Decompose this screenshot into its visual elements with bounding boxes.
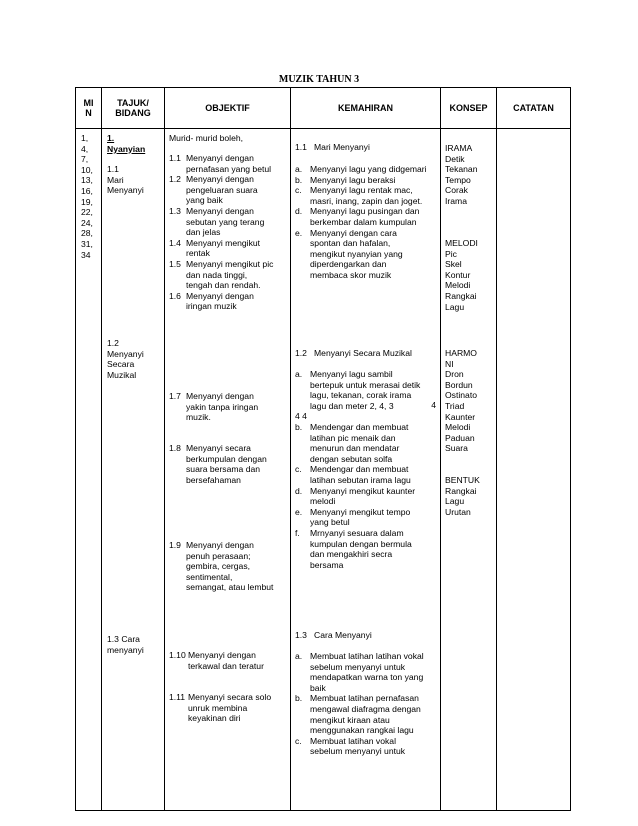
item-line: muzik. bbox=[186, 412, 211, 423]
objektif-item bbox=[169, 259, 288, 291]
item-number: d. bbox=[295, 206, 303, 217]
minggu-number: 22, bbox=[81, 207, 93, 218]
item-number: b. bbox=[295, 174, 303, 185]
item-line: Menyanyi mengikut bbox=[186, 237, 261, 248]
objektif-1-8 bbox=[166, 443, 290, 485]
objektif-1-11 bbox=[166, 692, 290, 724]
objektif-item bbox=[169, 443, 288, 485]
item-line: dan jelas bbox=[186, 227, 221, 238]
konsep-line: NI bbox=[445, 358, 454, 369]
page-title: MUZIK TAHUN 3 bbox=[278, 74, 360, 85]
konsep-line: Urutan bbox=[445, 506, 471, 517]
item-line: rentak bbox=[186, 248, 210, 259]
item-line: Menyanyi secara bbox=[186, 443, 251, 453]
objektif-intro: Murid- murid boleh, bbox=[169, 133, 244, 143]
item-line: Membuat latihan latihan vokal bbox=[310, 651, 424, 661]
item-line: gembira, cergas, bbox=[186, 561, 251, 572]
item-line: Membuat latihan vokal bbox=[310, 735, 396, 746]
item-line: Menyanyi secara solo bbox=[188, 692, 272, 702]
item-line: bersefahaman bbox=[186, 474, 241, 485]
minggu-number: 24, bbox=[81, 217, 93, 228]
konsep-line: Pic bbox=[445, 248, 457, 259]
item-number: c. bbox=[295, 735, 302, 746]
kemahiran-item bbox=[295, 486, 438, 507]
konsep-line: Lagu bbox=[445, 301, 465, 312]
syllabus-table bbox=[75, 87, 571, 811]
konsep-line: Melodi bbox=[445, 422, 471, 433]
minggu-number: 4, bbox=[81, 143, 89, 154]
minggu-number: 13, bbox=[81, 175, 93, 186]
item-line: Menyanyi dengan bbox=[186, 391, 254, 401]
item-line: sebelum menyanyi untuk bbox=[310, 746, 406, 757]
item-line: semangat, atau lembut bbox=[186, 582, 274, 593]
minggu-number: 10, bbox=[81, 164, 93, 175]
kemahiran-item bbox=[295, 693, 438, 735]
kemahiran-heading-1-3: 1.3 Cara Menyanyi bbox=[295, 630, 372, 640]
header-kemahiran: KEMAHIRAN bbox=[291, 88, 441, 129]
konsep-harmoni bbox=[442, 348, 479, 454]
kemahiran-item bbox=[295, 175, 438, 186]
item-number: 1.10 bbox=[169, 650, 186, 660]
konsep-line: Dron bbox=[445, 369, 464, 380]
item-line: Menyanyi lagu rentak mac, bbox=[310, 185, 413, 196]
item-line: keyakinan diri bbox=[188, 713, 241, 724]
item-line: pengeluaran suara bbox=[186, 184, 258, 195]
catatan-cell bbox=[497, 129, 571, 811]
item-number: e. bbox=[295, 227, 303, 238]
kemahiran-heading-1-2: 1.2 Menyanyi Secara Muzikal bbox=[295, 348, 412, 358]
kemahiran-list-1-1 bbox=[292, 164, 440, 281]
tajuk-sub3: 1.3 Cara menyanyi bbox=[107, 634, 144, 655]
kemahiran-heading-1-1: 1.1 Mari Menyanyi bbox=[295, 142, 370, 152]
header-tajuk: TAJUK/ BIDANG bbox=[102, 88, 165, 129]
konsep-line: Rangkai bbox=[445, 485, 477, 496]
konsep-line: Irama bbox=[445, 195, 467, 206]
item-number: f. bbox=[295, 527, 300, 538]
item-line: mendapatkan warna ton yang bbox=[310, 672, 424, 683]
meter-four-four: 4 4 bbox=[295, 411, 307, 422]
item-line: Menyanyi dengan bbox=[186, 540, 254, 550]
item-number: 1.7 bbox=[169, 391, 181, 401]
kemahiran-item bbox=[295, 464, 438, 485]
konsep-melodi bbox=[442, 238, 480, 312]
konsep-cell bbox=[441, 129, 497, 811]
kemahiran-item bbox=[295, 422, 438, 464]
konsep-line: Melodi bbox=[445, 280, 471, 291]
item-line: tengah dan rendah. bbox=[186, 280, 261, 291]
konsep-line: Detik bbox=[445, 153, 465, 164]
objektif-item bbox=[169, 692, 288, 724]
item-line: Menyanyi mengikut tempo bbox=[310, 506, 411, 517]
objektif-group-1 bbox=[166, 153, 290, 312]
konsep-line: MELODI bbox=[445, 238, 478, 248]
minggu-list bbox=[78, 133, 95, 260]
item-number: 1.3 bbox=[169, 205, 181, 216]
item-number: a. bbox=[295, 651, 303, 661]
item-number: d. bbox=[295, 485, 303, 496]
konsep-line: HARMO bbox=[445, 348, 477, 358]
item-line: berkembar dalam kumpulan bbox=[310, 216, 417, 227]
item-line: Menyanyi dengan bbox=[186, 174, 254, 185]
item-line: latihan pic menaik dan bbox=[310, 432, 396, 443]
item-line: penuh perasaan; bbox=[186, 550, 251, 561]
konsep-line: BENTUK bbox=[445, 475, 480, 485]
kemahiran-item bbox=[295, 507, 438, 528]
objektif-1-9 bbox=[166, 540, 290, 593]
objektif-item bbox=[169, 391, 288, 423]
kemahiran-item-1-2-a: a. Menyanyi lagu sambil bertepuk untuk merasai detik lagu, tekanan, corak irama lagu dan meter 2, 4, 3 4 4 4 bbox=[295, 369, 436, 422]
item-number: 1.11 bbox=[169, 692, 186, 702]
item-number: c. bbox=[295, 185, 302, 196]
header-objektif: OBJEKTIF bbox=[165, 88, 291, 129]
minggu-number: 34 bbox=[81, 249, 91, 260]
item-line: sentimental, bbox=[186, 571, 233, 582]
konsep-line: Paduan bbox=[445, 432, 475, 443]
kemahiran-item bbox=[295, 164, 438, 175]
objektif-item bbox=[169, 238, 288, 259]
kemahiran-item bbox=[295, 528, 438, 570]
item-line: sebutan yang terang bbox=[186, 216, 265, 227]
konsep-line: Lagu bbox=[445, 496, 465, 507]
item-line: Menyanyi dengan cara bbox=[310, 227, 397, 238]
item-line: Menyanyi dengan bbox=[186, 290, 254, 301]
item-line: Menyanyi lagu pusingan dan bbox=[310, 206, 420, 217]
minggu-number: 31, bbox=[81, 238, 93, 249]
item-line: Menyanyi dengan bbox=[186, 205, 254, 216]
item-number: e. bbox=[295, 506, 303, 517]
kemahiran-list-1-2 bbox=[292, 422, 440, 570]
item-number: 1.6 bbox=[169, 290, 181, 301]
item-number: b. bbox=[295, 422, 303, 432]
objektif-cell bbox=[165, 129, 291, 811]
objektif-item bbox=[169, 291, 288, 312]
minggu-number: 28, bbox=[81, 228, 93, 239]
konsep-line: Ostinato bbox=[445, 390, 478, 401]
konsep-line: Bordun bbox=[445, 379, 473, 390]
item-line: yakin tanpa iringan bbox=[186, 401, 259, 412]
item-line: Menyanyi lagu beraksi bbox=[310, 174, 396, 185]
header-minggu: MI N bbox=[76, 88, 102, 129]
item-line: Menyanyi mengikut pic bbox=[186, 258, 274, 269]
konsep-line: Kaunter bbox=[445, 411, 476, 422]
konsep-line: Skel bbox=[445, 259, 462, 270]
tajuk-main: 1. Nyanyian bbox=[107, 133, 146, 154]
tajuk-sub2: 1.2 Menyanyi Secara Muzikal bbox=[107, 338, 144, 380]
item-line: Menyanyi mengikut kaunter bbox=[310, 485, 416, 496]
item-line: dan mengakhiri secra bbox=[310, 549, 393, 560]
kemahiran-item bbox=[295, 651, 438, 693]
item-line: pernafasan yang betul bbox=[186, 163, 272, 174]
item-number: 1.8 bbox=[169, 443, 181, 453]
item-number: 1.1 bbox=[169, 153, 181, 163]
konsep-line: Tempo bbox=[445, 174, 471, 185]
tajuk-sub1: 1.1 Mari Menyanyi bbox=[107, 164, 144, 196]
item-line: sebelum menyanyi untuk bbox=[310, 661, 406, 672]
konsep-line: IRAMA bbox=[445, 143, 473, 153]
item-line: Menyanyi dengan bbox=[186, 153, 254, 163]
item-number: a. bbox=[295, 164, 303, 174]
objektif-item bbox=[169, 540, 288, 593]
header-row bbox=[76, 88, 571, 129]
meter-four-marker: 4 bbox=[431, 400, 436, 410]
item-line: diperdengarkan dan bbox=[310, 259, 387, 270]
item-line: melodi bbox=[310, 496, 336, 507]
item-line: bersama bbox=[310, 559, 344, 570]
item-number: 1.2 bbox=[169, 174, 181, 185]
konsep-line: Corak bbox=[445, 185, 468, 196]
item-line: baik bbox=[310, 682, 326, 693]
konsep-line: Triad bbox=[445, 400, 465, 411]
konsep-line: Suara bbox=[445, 443, 468, 454]
kemahiran-cell bbox=[291, 129, 441, 811]
minggu-cell bbox=[76, 129, 102, 811]
item-line: terkawal dan teratur bbox=[188, 660, 264, 671]
item-line: kumpulan dengan bermula bbox=[310, 538, 412, 549]
tajuk-cell bbox=[102, 129, 165, 811]
item-line: yang betul bbox=[310, 517, 350, 528]
item-number: 1.9 bbox=[169, 540, 181, 550]
objektif-item bbox=[169, 153, 288, 174]
item-line: mengikut nyanyian yang bbox=[310, 248, 403, 259]
minggu-number: 1, bbox=[81, 133, 89, 143]
kemahiran-list-1-3 bbox=[292, 651, 440, 757]
item-line: spontan dan hafalan, bbox=[310, 238, 391, 249]
item-line: Membuat latihan pernafasan bbox=[310, 693, 419, 704]
item-line: iringan muzik bbox=[186, 301, 237, 312]
item-line: menggunakan rangkai lagu bbox=[310, 725, 414, 736]
objektif-item bbox=[169, 206, 288, 238]
item-line: latihan sebutan irama lagu bbox=[310, 474, 411, 485]
item-line: Menyanyi dengan bbox=[188, 650, 256, 660]
kemahiran-item bbox=[295, 228, 438, 281]
minggu-number: 19, bbox=[81, 196, 93, 207]
kemahiran-item bbox=[295, 736, 438, 757]
item-line: masri, inang, zapin dan joget. bbox=[310, 195, 423, 206]
objektif-item bbox=[169, 650, 288, 671]
header-konsep: KONSEP bbox=[441, 88, 497, 129]
item-line: membaca skor muzik bbox=[310, 269, 392, 280]
item-line: Mrnyanyi sesuara dalam bbox=[310, 527, 404, 538]
konsep-line: Kontur bbox=[445, 269, 471, 280]
item-number: 1.5 bbox=[169, 258, 181, 269]
content-row bbox=[76, 129, 571, 811]
item-line: Menyanyi lagu yang didgemari bbox=[310, 164, 427, 174]
kemahiran-item bbox=[295, 206, 438, 227]
item-line: dan nada tinggi, bbox=[186, 269, 248, 280]
kemahiran-item bbox=[295, 185, 438, 206]
konsep-bentuk bbox=[442, 475, 482, 517]
item-line: dengan sebutan solfa bbox=[310, 453, 393, 464]
item-line: Mendengar dan membuat bbox=[310, 422, 409, 432]
minggu-number: 7, bbox=[81, 154, 89, 165]
item-line: menurun dan mendatar bbox=[310, 443, 400, 454]
item-line: yang baik bbox=[186, 195, 223, 206]
konsep-line: Tekanan bbox=[445, 164, 478, 175]
minggu-number: 16, bbox=[81, 185, 93, 196]
item-line: suara bersama dan bbox=[186, 464, 261, 475]
item-number: b. bbox=[295, 693, 303, 704]
item-line: berkumpulan dengan bbox=[186, 453, 267, 464]
objektif-item bbox=[169, 174, 288, 206]
konsep-irama bbox=[442, 143, 480, 207]
item-number: 1.4 bbox=[169, 237, 181, 248]
konsep-line: Rangkai bbox=[445, 290, 477, 301]
objektif-1-7 bbox=[166, 391, 290, 423]
item-line: mengikut kiraan atau bbox=[310, 714, 390, 725]
item-line: unruk membina bbox=[188, 702, 248, 713]
item-line: mengawal diafragma dengan bbox=[310, 703, 421, 714]
item-line: Mendengar dan membuat bbox=[310, 464, 409, 475]
objektif-1-10 bbox=[166, 650, 290, 671]
header-catatan: CATATAN bbox=[497, 88, 571, 129]
item-number: c. bbox=[295, 464, 302, 475]
